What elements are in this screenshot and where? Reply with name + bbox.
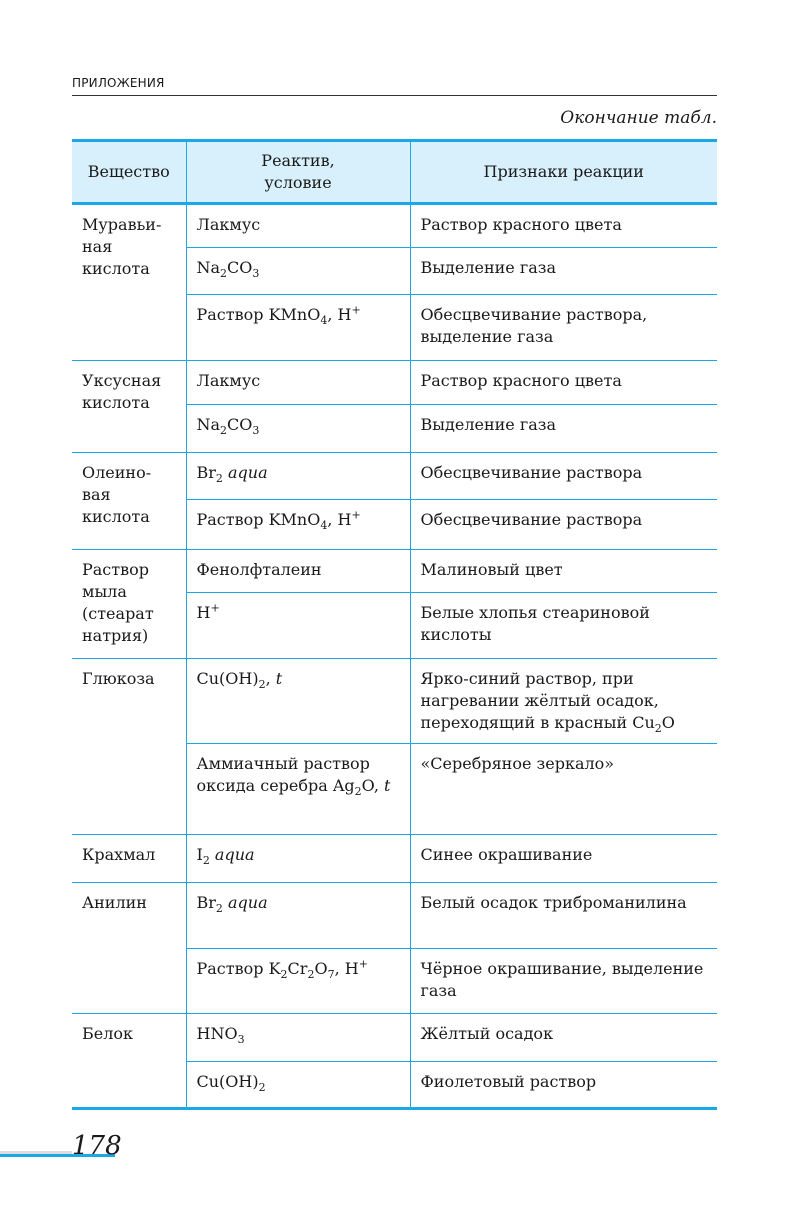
text-segment: CO <box>227 415 253 434</box>
text-segment: Белый осадок триброманилина <box>420 893 687 912</box>
reaction-sign-cell <box>410 659 717 744</box>
text-segment: Белые хлопья стеариновой кислоты <box>420 603 650 644</box>
text-segment: Na <box>196 258 221 277</box>
table-header-row <box>72 141 717 204</box>
subscript: 4 <box>320 314 328 328</box>
text-segment: Выделение газа <box>420 415 557 434</box>
text-segment: Фиолетовый раствор <box>420 1072 597 1091</box>
text-segment: Cu(OH) <box>196 669 259 688</box>
reagent-cell <box>186 204 410 248</box>
text-segment: Раствор KMnO <box>196 305 321 324</box>
subscript: 4 <box>320 519 328 533</box>
reaction-sign-cell <box>410 248 717 295</box>
column-header-substance: Вещество <box>72 141 186 204</box>
text-segment: Cu(OH) <box>196 1072 259 1091</box>
table-body <box>72 204 717 1109</box>
substance-cell: Глюкоза <box>72 659 186 835</box>
reagent-cell <box>186 248 410 295</box>
reagent-cell <box>186 550 410 593</box>
reaction-sign-cell <box>410 1014 717 1062</box>
italic-text: aqua <box>228 893 268 912</box>
subscript: 3 <box>252 424 260 438</box>
section-title: ПРИЛОЖЕНИЯ <box>72 76 165 90</box>
text-segment: , <box>265 669 276 688</box>
superscript: + <box>351 508 361 522</box>
column-header-signs: Признаки реакции <box>410 141 717 204</box>
reaction-sign-cell <box>410 949 717 1014</box>
reaction-sign-cell <box>410 593 717 659</box>
header-rule <box>72 95 717 96</box>
reaction-sign-cell <box>410 453 717 500</box>
text-segment: O <box>661 713 675 732</box>
text-segment: Cr <box>287 959 308 978</box>
reagent-cell <box>186 949 410 1014</box>
table-row <box>72 883 717 949</box>
text-segment: Раствор красного цвета <box>420 371 622 390</box>
text-segment: , H <box>327 510 352 529</box>
reagent-cell <box>186 744 410 835</box>
text-segment: Br <box>196 893 216 912</box>
text-segment: , H <box>334 959 359 978</box>
superscript: + <box>210 601 220 615</box>
reaction-sign-cell <box>410 744 717 835</box>
table-row <box>72 361 717 405</box>
text-segment: Аммиачный раствор оксида серебра Ag <box>196 754 370 795</box>
reagent-cell <box>186 835 410 883</box>
table-row <box>72 453 717 500</box>
table-row <box>72 550 717 593</box>
text-segment: Раствор K <box>196 959 281 978</box>
text-segment: Лакмус <box>196 215 261 234</box>
reaction-sign-cell <box>410 550 717 593</box>
reagent-cell <box>186 659 410 744</box>
subscript: 3 <box>252 267 260 281</box>
text-segment: Выделение газа <box>420 258 557 277</box>
subscript: 2 <box>202 854 210 868</box>
text-segment: Обесцвечивание раствора, выделение газа <box>420 305 648 346</box>
text-segment: Раствор красного цвета <box>420 215 622 234</box>
text-segment: Жёлтый осадок <box>420 1024 554 1043</box>
subscript: 2 <box>654 722 662 736</box>
text-segment: Обесцвечивание раствора <box>420 463 643 482</box>
text-segment: Раствор KMnO <box>196 510 321 529</box>
reaction-sign-cell <box>410 1062 717 1109</box>
italic-text: aqua <box>214 845 255 864</box>
table-row <box>72 659 717 744</box>
subscript: 2 <box>258 678 266 692</box>
text-segment: «Серебряное зеркало» <box>420 754 615 773</box>
text-segment: Na <box>196 415 221 434</box>
italic-text: t <box>384 776 391 795</box>
reaction-sign-cell <box>410 405 717 453</box>
text-segment: Ярко-синий раствор, при нагревании жёлтый осадок, переходящий в красный Cu <box>420 669 659 732</box>
superscript: + <box>351 303 361 317</box>
text-segment: H <box>196 603 211 622</box>
text-segment: Обесцвечивание раствора <box>420 510 643 529</box>
subscript: 2 <box>258 1081 266 1095</box>
reagent-cell <box>186 295 410 361</box>
page-number: 178 <box>72 1131 122 1161</box>
text-segment: CO <box>227 258 253 277</box>
text-segment: I <box>196 845 203 864</box>
table-row <box>72 1014 717 1062</box>
subscript: 2 <box>280 968 288 982</box>
reactions-table <box>72 139 717 1110</box>
reaction-sign-cell <box>410 295 717 361</box>
text-segment: Лакмус <box>196 371 261 390</box>
column-header-reagent: Реактив, условие <box>186 141 410 204</box>
text-segment: O, <box>361 776 385 795</box>
substance-cell: Крахмал <box>72 835 186 883</box>
substance-cell: Олеино- вая кислота <box>72 453 186 550</box>
subscript: 2 <box>354 785 362 799</box>
text-segment: Чёрное окрашивание, выделение газа <box>420 959 704 1000</box>
reaction-sign-cell <box>410 500 717 550</box>
reagent-cell <box>186 1062 410 1109</box>
text-segment: Синее окрашивание <box>420 845 593 864</box>
reagent-cell <box>186 1014 410 1062</box>
table-row <box>72 204 717 248</box>
italic-text: t <box>275 669 283 688</box>
reagent-cell <box>186 593 410 659</box>
subscript: 2 <box>220 267 228 281</box>
text-segment: O <box>314 959 328 978</box>
subscript: 2 <box>215 472 223 486</box>
subscript: 2 <box>220 424 228 438</box>
subscript: 2 <box>307 968 315 982</box>
reagent-cell <box>186 883 410 949</box>
reaction-sign-cell <box>410 204 717 248</box>
reaction-sign-cell <box>410 883 717 949</box>
text-segment: , H <box>327 305 352 324</box>
superscript: + <box>358 957 368 971</box>
text-segment: Малиновый цвет <box>420 560 563 579</box>
italic-text: aqua <box>228 463 268 482</box>
substance-cell: Уксусная кислота <box>72 361 186 453</box>
reagent-cell <box>186 500 410 550</box>
text-segment: Br <box>196 463 216 482</box>
table-continuation-label: Окончание табл. <box>560 108 717 128</box>
text-segment: Фенолфталеин <box>196 560 322 579</box>
subscript: 7 <box>327 968 335 982</box>
reaction-sign-cell <box>410 361 717 405</box>
reagent-cell <box>186 405 410 453</box>
substance-cell: Раствор мыла (стеарат натрия) <box>72 550 186 659</box>
reaction-sign-cell <box>410 835 717 883</box>
substance-cell: Белок <box>72 1014 186 1109</box>
subscript: 2 <box>215 902 223 916</box>
subscript: 3 <box>237 1033 245 1047</box>
reagent-cell <box>186 453 410 500</box>
reagent-cell <box>186 361 410 405</box>
substance-cell: Муравьи- ная кислота <box>72 204 186 361</box>
text-segment: HNO <box>196 1024 238 1043</box>
substance-cell: Анилин <box>72 883 186 1014</box>
table-row <box>72 835 717 883</box>
